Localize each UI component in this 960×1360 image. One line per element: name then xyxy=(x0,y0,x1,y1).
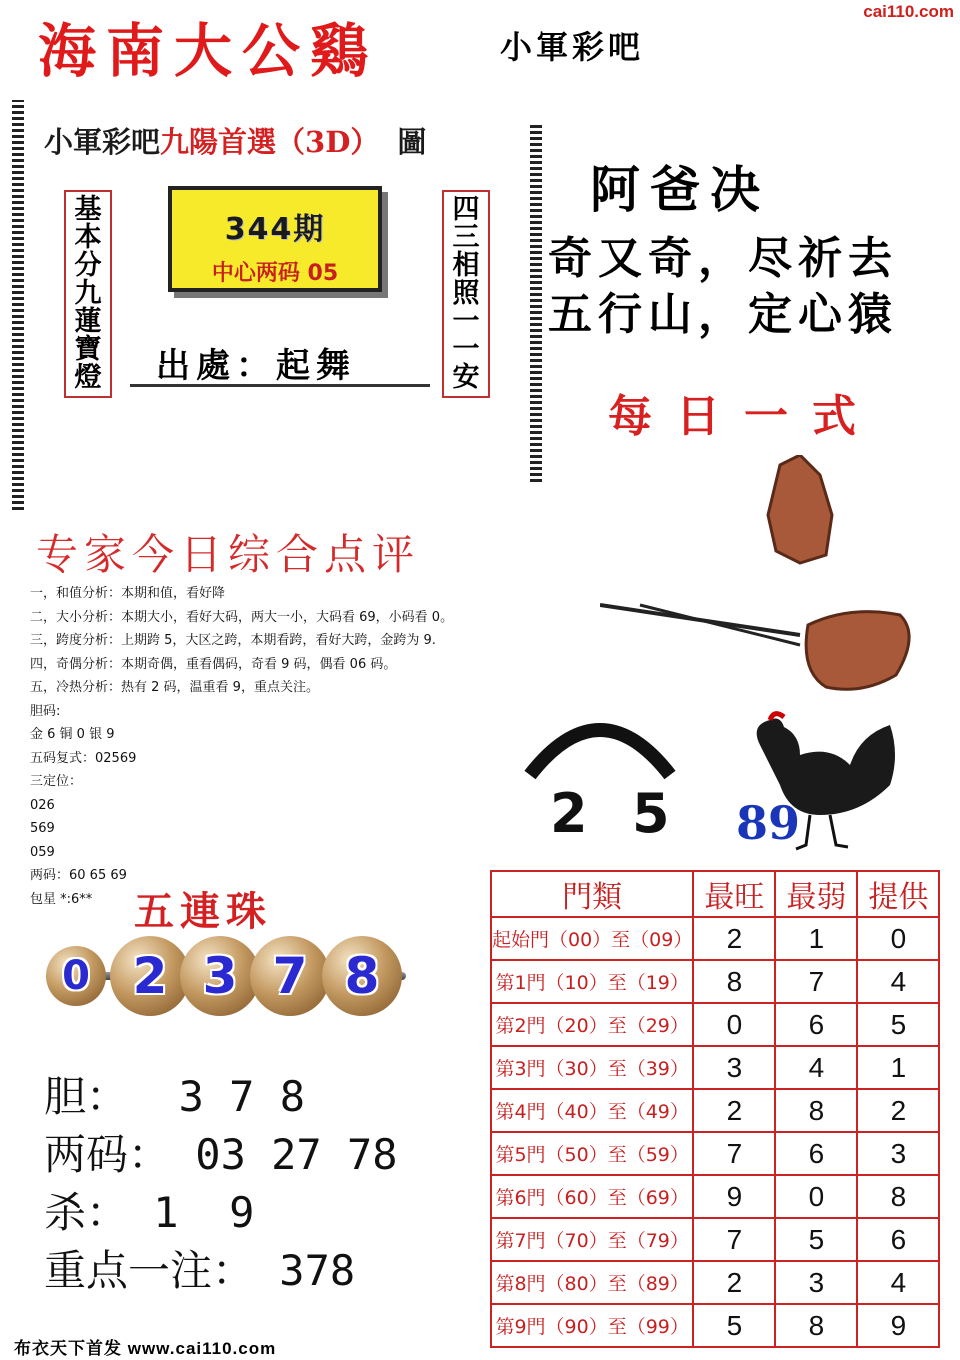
row-min: 4 xyxy=(775,1046,857,1089)
daily-title: 每日一式 xyxy=(608,391,880,442)
panel-heading-selection: 九陽首選（3D） xyxy=(160,125,380,159)
stick-line-2 xyxy=(640,605,800,645)
analysis-line: 四，奇偶分析：本期奇偶，重看偶码，奇看 9 码，偶看 06 码。 xyxy=(30,656,397,672)
analysis-line: 两码：60 65 69 xyxy=(30,868,127,883)
bead: 7 xyxy=(250,936,330,1016)
bead: 8 xyxy=(322,936,402,1016)
panel-heading xyxy=(44,120,426,161)
table-header-row xyxy=(491,871,939,917)
row-label: 第2門（20）至（29） xyxy=(491,1003,693,1046)
analysis-line: 一，和值分析：本期和值，看好降 xyxy=(30,586,226,601)
table-row xyxy=(491,1046,939,1089)
beads-title: 五連珠 xyxy=(134,888,272,935)
table-header: 門類 xyxy=(491,871,693,917)
row-label: 第8門（80）至（89） xyxy=(491,1261,693,1304)
table-row xyxy=(491,1218,939,1261)
origin-underline xyxy=(130,384,430,388)
bead: 2 xyxy=(110,936,190,1016)
poem-line-2: 五行山，定心猿 xyxy=(548,289,898,340)
vertical-label-left xyxy=(64,190,112,398)
analysis-line: 金 6 铜 0 银 9 xyxy=(30,727,115,742)
footer-site[interactable]: 布衣天下首发 www.cai110.com xyxy=(14,1339,277,1358)
row-label: 第4門（40）至（49） xyxy=(491,1089,693,1132)
table-row xyxy=(491,1261,939,1304)
row-min: 0 xyxy=(775,1175,857,1218)
center-code: 中心两码 05 xyxy=(211,261,339,286)
vertical-char: 燈 xyxy=(74,362,102,393)
analysis-line: 三定位： xyxy=(30,774,83,789)
vertical-char: 四 xyxy=(452,194,480,225)
row-give: 3 xyxy=(857,1132,939,1175)
vertical-char: 九 xyxy=(74,278,102,309)
table-row xyxy=(491,1304,939,1347)
summary-sha: 杀： 1 9 xyxy=(44,1188,255,1237)
row-max: 9 xyxy=(693,1175,775,1218)
vertical-char: 照 xyxy=(452,278,480,309)
expert-analysis xyxy=(30,582,630,911)
poem-title: 阿爸决 xyxy=(590,160,770,219)
row-give: 0 xyxy=(857,917,939,960)
row-give: 4 xyxy=(857,960,939,1003)
rooster-number-b: 5 xyxy=(632,782,670,845)
analysis-line: 二，大小分析：本期大小，看好大码，两大一小，大码看 69，小码看 0。 xyxy=(30,609,454,625)
row-label: 第3門（30）至（39） xyxy=(491,1046,693,1089)
origin-label: 出處：起舞 xyxy=(156,346,356,386)
table-header: 提供 xyxy=(857,871,939,917)
table-row xyxy=(491,1175,939,1218)
row-min: 3 xyxy=(775,1261,857,1304)
vertical-char: 分 xyxy=(74,250,102,281)
row-min: 6 xyxy=(775,1132,857,1175)
analysis-line: 五码复式：02569 xyxy=(30,750,137,766)
table-row xyxy=(491,1132,939,1175)
row-min: 6 xyxy=(775,1003,857,1046)
expert-title: 专家今日综合点评 xyxy=(36,530,421,579)
row-max: 0 xyxy=(693,1003,775,1046)
poem-line-1: 奇又奇，尽祈去 xyxy=(548,233,898,284)
summary-block xyxy=(44,1068,398,1300)
brand-subtitle: 小軍彩吧 xyxy=(500,28,645,66)
upper-hand-icon xyxy=(768,455,832,563)
row-max: 2 xyxy=(693,1261,775,1304)
table-header: 最旺 xyxy=(693,871,775,917)
lower-hand-icon xyxy=(806,612,909,690)
row-give: 6 xyxy=(857,1218,939,1261)
analysis-line: 026 xyxy=(30,797,55,813)
row-min: 8 xyxy=(775,1089,857,1132)
row-give: 9 xyxy=(857,1304,939,1347)
vertical-char: 相 xyxy=(452,250,480,281)
decorative-stripe-left xyxy=(12,100,24,510)
row-label: 第6門（60）至（69） xyxy=(491,1175,693,1218)
vertical-char: 一 xyxy=(452,306,480,337)
rooster-number-c: 89 xyxy=(736,796,801,850)
analysis-line: 569 xyxy=(30,821,55,836)
row-min: 8 xyxy=(775,1304,857,1347)
period-box xyxy=(168,186,382,292)
row-max: 2 xyxy=(693,917,775,960)
row-label: 起始門（00）至（09） xyxy=(491,917,693,960)
beads-row xyxy=(46,930,406,1020)
analysis-line: 五，冷热分析：热有 2 码，温重看 9，重点关注。 xyxy=(30,680,319,695)
period-number: 344期 xyxy=(224,212,326,247)
bead: 0 xyxy=(46,946,106,1006)
door-table xyxy=(490,870,940,1348)
row-max: 5 xyxy=(693,1304,775,1347)
row-label: 第5門（50）至（59） xyxy=(491,1132,693,1175)
vertical-char: 基 xyxy=(74,194,102,225)
panel-heading-brand: 小軍彩吧 xyxy=(44,125,161,159)
row-give: 1 xyxy=(857,1046,939,1089)
panel-heading-suffix: 圖 xyxy=(397,125,427,159)
row-max: 8 xyxy=(693,960,775,1003)
brand-title: 海南大公鷄 xyxy=(38,17,379,85)
row-min: 1 xyxy=(775,917,857,960)
vertical-char: 本 xyxy=(74,222,102,253)
row-max: 3 xyxy=(693,1046,775,1089)
analysis-line: 胆码: xyxy=(30,703,61,719)
row-label: 第7門（70）至（79） xyxy=(491,1218,693,1261)
vertical-char: 寶 xyxy=(74,334,102,365)
row-max: 7 xyxy=(693,1132,775,1175)
row-label: 第9門（90）至（99） xyxy=(491,1304,693,1347)
site-link-top[interactable]: cai110.com xyxy=(863,2,954,21)
vertical-char: 一 xyxy=(452,334,480,365)
table-row xyxy=(491,1089,939,1132)
analysis-line: 三，跨度分析：上期跨 5，大区之跨，本期看跨，看好大跨，金跨为 9. xyxy=(30,633,436,648)
table-row xyxy=(491,1003,939,1046)
vertical-char: 三 xyxy=(452,222,480,253)
row-max: 7 xyxy=(693,1218,775,1261)
row-give: 5 xyxy=(857,1003,939,1046)
row-min: 7 xyxy=(775,960,857,1003)
row-give: 2 xyxy=(857,1089,939,1132)
analysis-line: 包星 *:6** xyxy=(30,891,93,907)
row-give: 4 xyxy=(857,1261,939,1304)
rooster-number-a: 2 xyxy=(550,782,588,845)
summary-liangma: 两码： 03 27 78 xyxy=(44,1130,398,1179)
bead: 3 xyxy=(180,936,260,1016)
analysis-line: 059 xyxy=(30,844,55,860)
table-row xyxy=(491,960,939,1003)
vertical-char: 安 xyxy=(452,362,480,393)
table-header: 最弱 xyxy=(775,871,857,917)
vertical-label-right xyxy=(442,190,490,398)
row-min: 5 xyxy=(775,1218,857,1261)
row-give: 8 xyxy=(857,1175,939,1218)
decorative-stripe-right xyxy=(530,122,542,482)
table-row xyxy=(491,917,939,960)
row-label: 第1門（10）至（19） xyxy=(491,960,693,1003)
summary-dan: 胆： 3 7 8 xyxy=(44,1072,306,1121)
vertical-char: 蓮 xyxy=(74,306,102,337)
row-max: 2 xyxy=(693,1089,775,1132)
summary-zhongdian: 重点一注： 378 xyxy=(44,1246,356,1295)
